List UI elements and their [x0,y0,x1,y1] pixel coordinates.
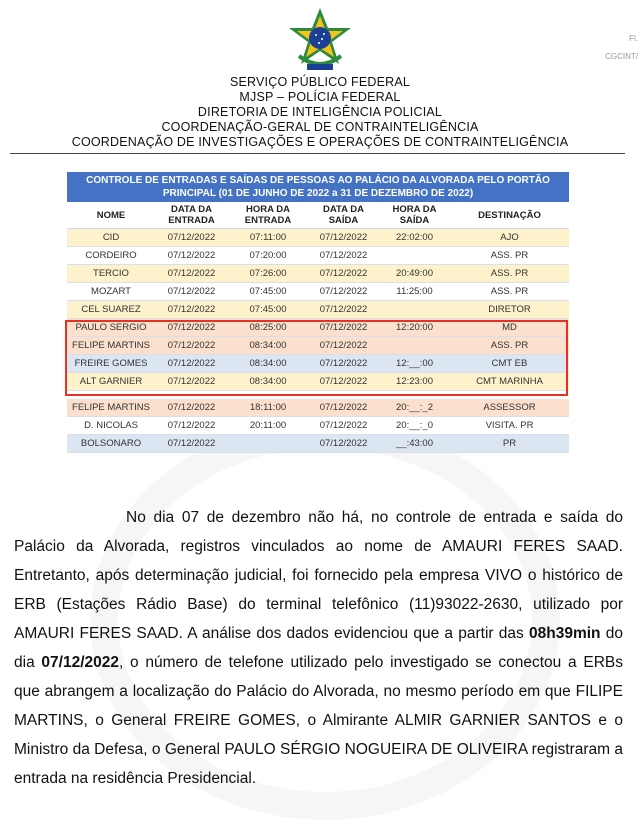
table-cell: FELIPE MARTINS [67,337,155,355]
body-paragraph [14,503,623,793]
page-reference [605,30,638,66]
table-cell: 08:34:00 [228,373,308,391]
table-cell: CEL SUAREZ [67,301,155,319]
table-cell: FREIRE GOMES [67,355,155,373]
paragraph-text: , o número de telefone utilizado pelo investigado se conectou a ERBs que abrangem a localização do Palácio do Alvorada, no mesmo período em que FILIPE MARTINS, o General FREIRE GOMES, o Almirante ALMIR GARNIER SANTOS e o Ministro da Defesa, o General PAULO SÉRGIO NOGUEIRA DE OLIVEIRA registraram a entrada na residência Presidencial. [14,654,623,787]
table-cell: 20:__:_0 [379,417,450,435]
table-cell: DIRETOR [450,301,569,319]
table-cell: 08:25:00 [228,319,308,337]
table-cell: TERCIO [67,265,155,283]
column-header: DATA DA ENTRADA [155,202,228,229]
date-emphasis: 07/12/2022 [41,654,119,671]
table-cell: 07/12/2022 [308,247,379,265]
table-cell: 07/12/2022 [308,355,379,373]
table-cell: CMT MARINHA [450,373,569,391]
table-cell: 07/12/2022 [155,337,228,355]
table-cell: 07/12/2022 [308,319,379,337]
table-cell: 18:11:00 [228,399,308,417]
table-cell: 08:34:00 [228,337,308,355]
table-row [67,373,569,391]
table-cell: 07/12/2022 [308,417,379,435]
table-cell: 07/12/2022 [308,283,379,301]
table-cell: 07/12/2022 [308,435,379,453]
table-cell: PR [450,435,569,453]
table-cell: 07/12/2022 [155,399,228,417]
document-header [0,75,640,150]
table-cell: AJO [450,229,569,247]
table-cell: 22:02:00 [379,229,450,247]
table-cell: 07/12/2022 [155,301,228,319]
table-cell: CORDEIRO [67,247,155,265]
table-cell: CMT EB [450,355,569,373]
table-cell: 07/12/2022 [308,399,379,417]
table-cell: 12:20:00 [379,319,450,337]
unit-code: CGCINT/ [605,52,638,61]
table-cell: 07/12/2022 [155,373,228,391]
table-row [67,229,569,247]
table-cell [379,247,450,265]
table-cell: 07:20:00 [228,247,308,265]
table-row [67,247,569,265]
table-row [67,417,569,435]
table-cell: 20:49:00 [379,265,450,283]
column-header: NOME [67,202,155,229]
table-row [67,355,569,373]
table-cell: MD [450,319,569,337]
time-emphasis: 08h39min [529,625,601,642]
table-cell: 11:25:00 [379,283,450,301]
table-cell: ASS. PR [450,265,569,283]
table-cell: PAULO SERGIO [67,319,155,337]
table-cell: 07:11:00 [228,229,308,247]
header-line-1: SERVIÇO PÚBLICO FEDERAL [229,75,411,89]
paragraph-text: do dia [14,625,623,671]
access-control-table [67,172,569,453]
table-cell: 07:26:00 [228,265,308,283]
table-cell: MOZART [67,283,155,301]
table-cell: 07/12/2022 [155,319,228,337]
table-cell: 12:23:00 [379,373,450,391]
table-cell: 07/12/2022 [308,337,379,355]
table-cell [379,301,450,319]
table-cell: ALT GARNIER [67,373,155,391]
table-cell: FELIPE MARTINS [67,399,155,417]
header-line-5: COORDENAÇÃO DE INVESTIGAÇÕES E OPERAÇÕES DE CONTRAINTELIGÊNCIA [71,135,569,149]
table-cell: 07:45:00 [228,283,308,301]
table-cell: BOLSONARO [67,435,155,453]
table-cell [379,337,450,355]
table-cell: 07/12/2022 [155,435,228,453]
table-cell: 07/12/2022 [308,373,379,391]
table-cell: 07/12/2022 [308,229,379,247]
column-header: HORA DA ENTRADA [228,202,308,229]
table-row [67,435,569,453]
table-row [67,399,569,417]
table-cell: __:43:00 [379,435,450,453]
table-cell: 07/12/2022 [308,265,379,283]
table-cell: D. NICOLAS [67,417,155,435]
header-line-3: DIRETORIA DE INTELIGÊNCIA POLICIAL [197,105,443,119]
table-cell: 07/12/2022 [155,265,228,283]
table-cell: ASS. PR [450,247,569,265]
header-line-4: COORDENAÇÃO-GERAL DE CONTRAINTELIGÊNCIA [161,120,479,134]
table-cell: 20:11:00 [228,417,308,435]
table-row [67,337,569,355]
table-row [67,319,569,337]
table-cell: 07/12/2022 [308,301,379,319]
table-cell: 07/12/2022 [155,355,228,373]
table-cell: 20:__:_2 [379,399,450,417]
header-divider [10,153,625,154]
table-cell: 07/12/2022 [155,417,228,435]
table-title: CONTROLE DE ENTRADAS E SAÍDAS DE PESSOAS AO PALÁCIO DA ALVORADA PELO PORTÃO PRINCIPAL (01 DE JUNHO DE 2022 a 31 DE DEZEMBRO DE 2022) [67,172,569,202]
table-row [67,265,569,283]
table-cell: VISITA. PR [450,417,569,435]
header-line-2: MJSP – POLÍCIA FEDERAL [239,90,401,104]
brazil-coat-of-arms-icon [285,6,355,76]
folio-label: Fl. [629,34,638,43]
table-row [67,283,569,301]
table-cell: 07/12/2022 [155,229,228,247]
table-cell: 07/12/2022 [155,247,228,265]
table-cell: ASS. PR [450,337,569,355]
table-cell: 07:45:00 [228,301,308,319]
table-cell: ASSESSOR [450,399,569,417]
paragraph-text: No dia 07 de dezembro não há, no controle de entrada e saída do Palácio da Alvorada, registros vinculados ao nome de AMAURI FERES SAAD. Entretanto, após determinação judicial, foi fornecido pela empresa VIVO o histórico de ERB (Estações Rádio Base) do terminal telefônico (11)93022-2630, utilizado por AMAURI FERES SAAD. A análise dos dados evidenciou que a partir das [14,509,623,642]
table-row [67,301,569,319]
table-cell [228,435,308,453]
table-cell: 08:34:00 [228,355,308,373]
column-header: DATA DA SAÍDA [308,202,379,229]
column-header: HORA DA SAÍDA [379,202,450,229]
column-header: DESTINAÇÃO [450,202,569,229]
table-cell: CID [67,229,155,247]
table-cell: 12:__:00 [379,355,450,373]
table-cell: 07/12/2022 [155,283,228,301]
table-cell: ASS. PR [450,283,569,301]
